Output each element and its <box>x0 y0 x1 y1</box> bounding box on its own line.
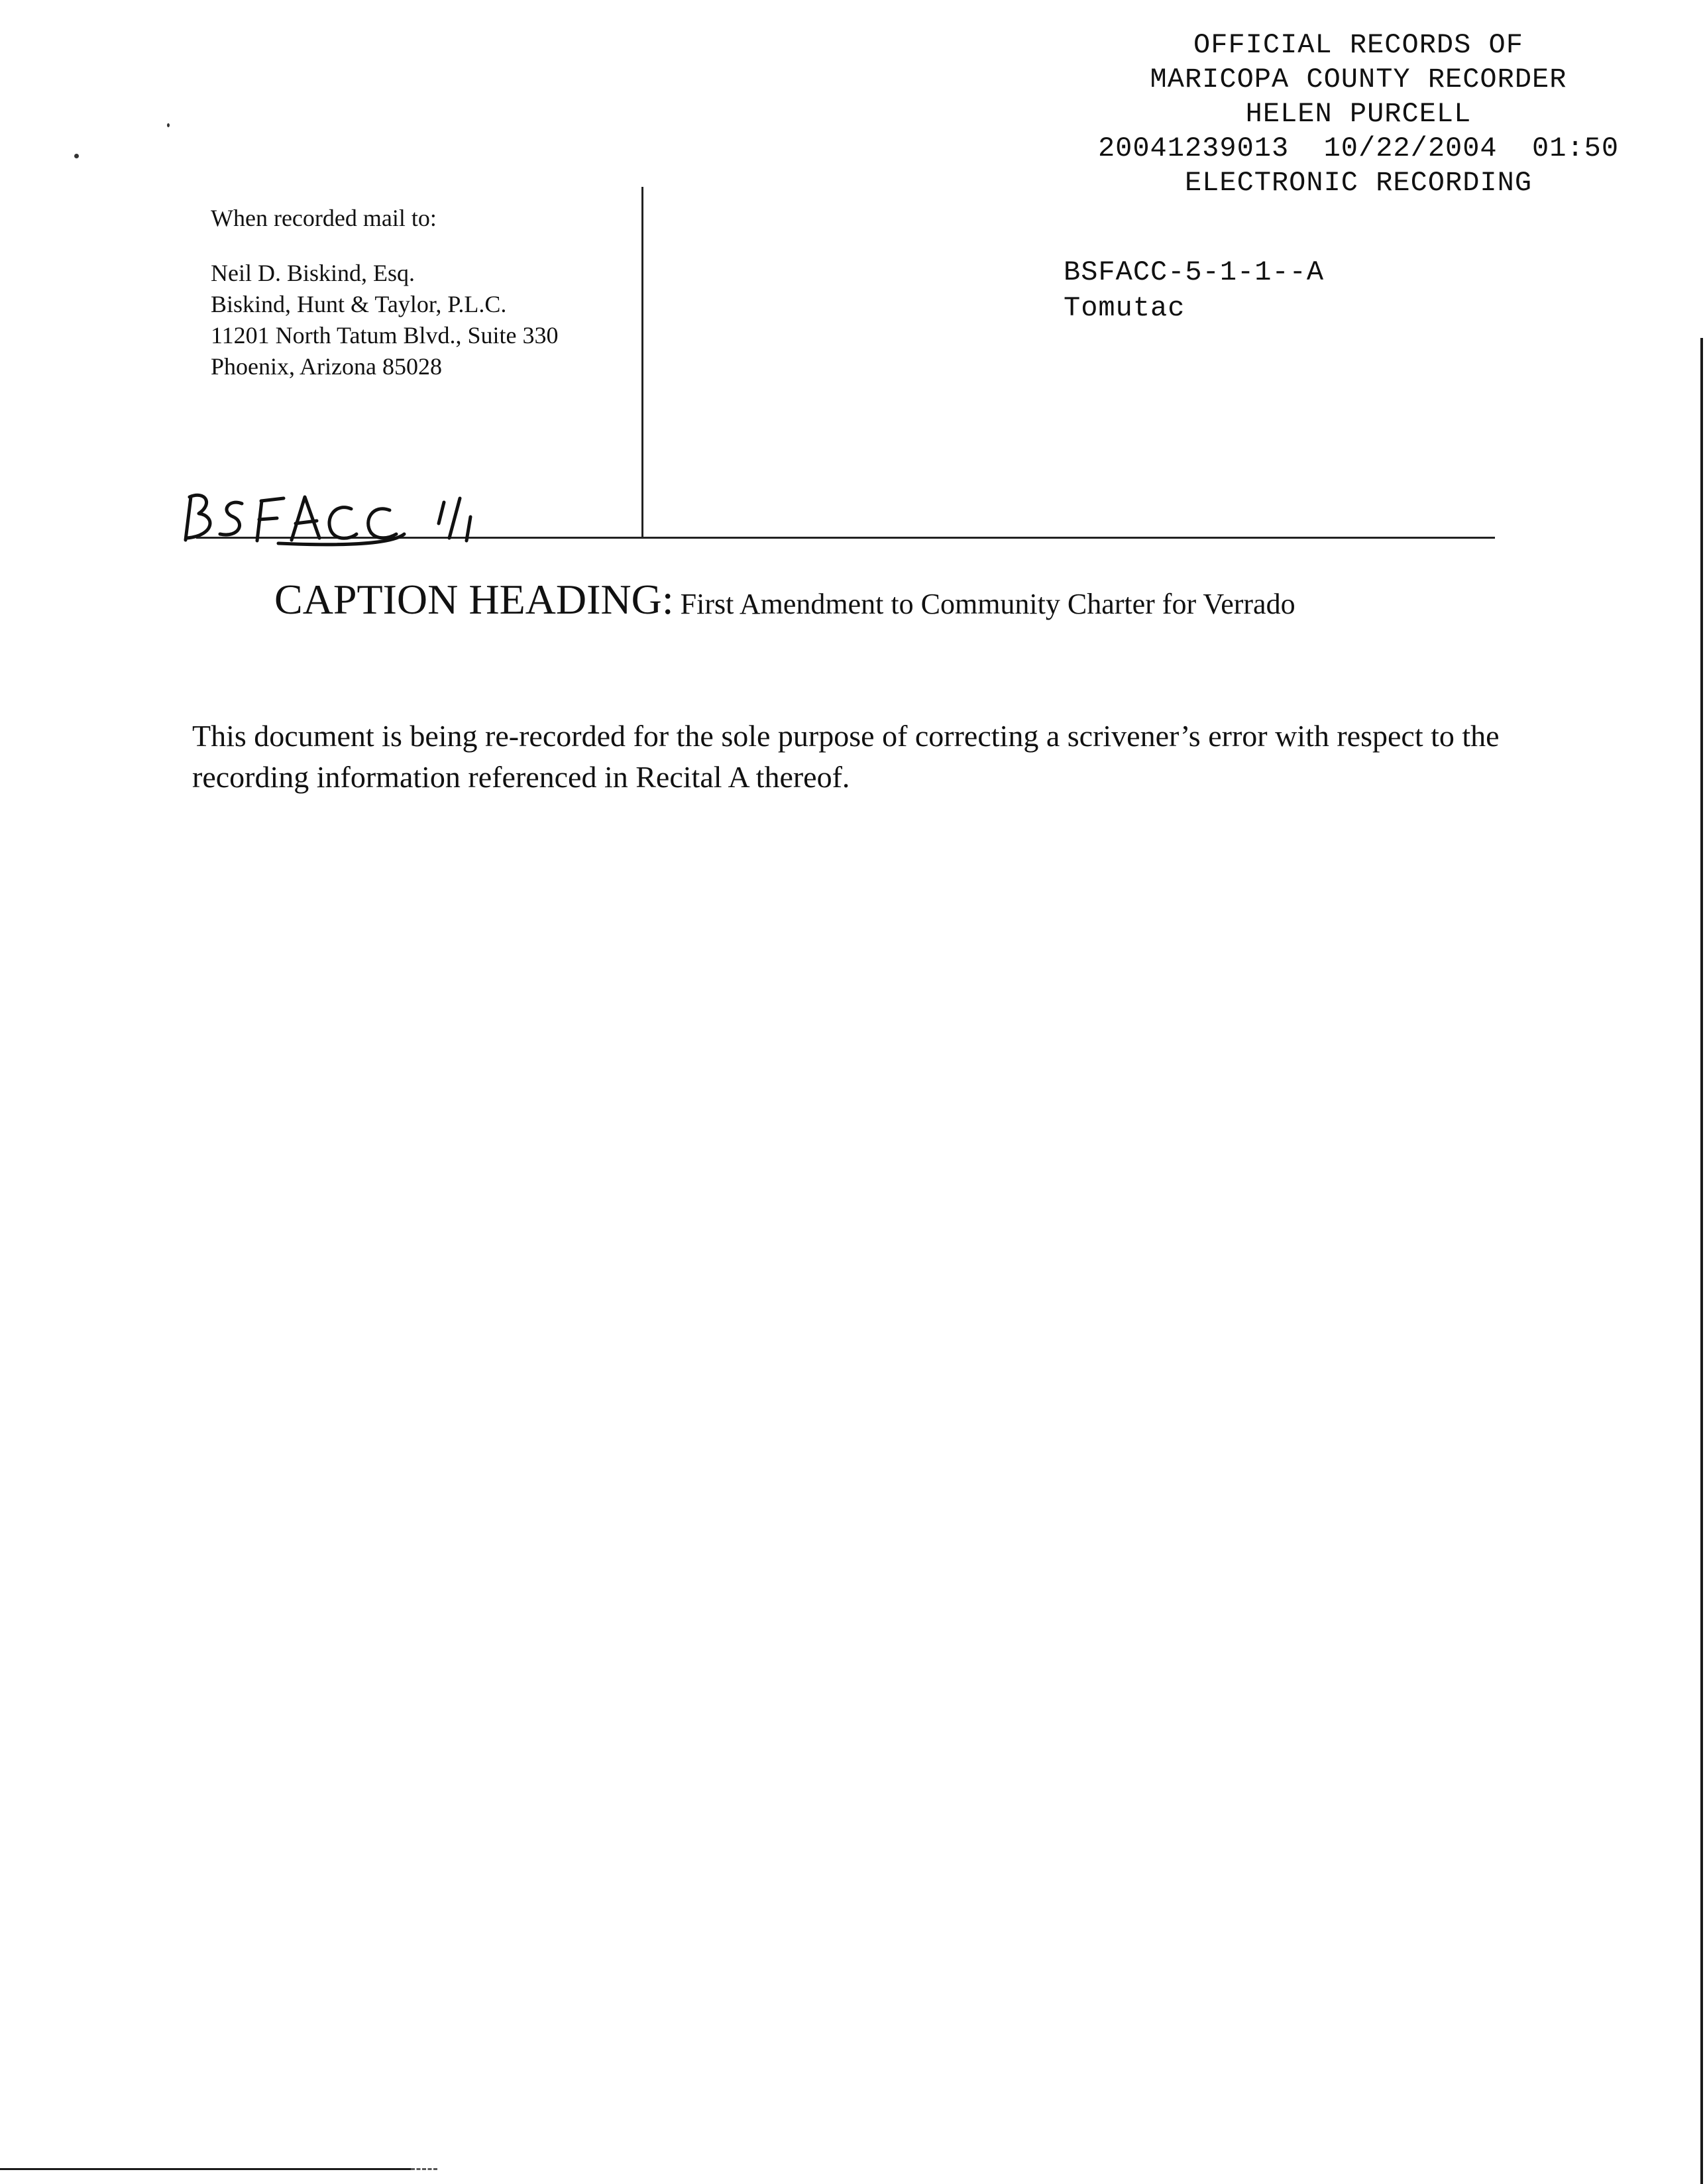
stamp-line-5: ELECTRONIC RECORDING <box>1184 167 1533 199</box>
caption-heading <box>274 575 1533 624</box>
address-line-3: 11201 North Tatum Blvd., Suite 330 <box>211 322 559 349</box>
stamp-line-4: 20041239013 10/22/2004 01:50 <box>1097 133 1620 164</box>
address-line-2: Biskind, Hunt & Taylor, P.L.C. <box>211 291 507 317</box>
scan-edge-bottom-dashed <box>411 2168 437 2172</box>
stamp-reference-code: BSFACC-5-1-1--A <box>1064 256 1325 288</box>
stamp-line-1: OFFICIAL RECORDS OF <box>1193 29 1523 61</box>
caption-label: CAPTION HEADING: <box>274 576 674 623</box>
stamp-reference-name: Tomutac <box>1064 292 1185 324</box>
scan-speck <box>74 154 79 158</box>
stamp-line-3: HELEN PURCELL <box>1245 98 1472 130</box>
mailing-label: When recorded mail to: <box>211 205 437 231</box>
recorder-stamp <box>1047 28 1670 200</box>
scan-speck <box>167 123 170 127</box>
handwritten-note-text: BSFACC 1/1 <box>179 477 183 478</box>
scan-edge-bottom <box>0 2168 411 2170</box>
caption-title: First Amendment to Community Charter for Verrado <box>680 588 1295 620</box>
scan-edge-right <box>1700 338 1703 2184</box>
body-paragraph: This document is being re-recorded for the sole purpose of correcting a scrivener’s error with respect to the recording information referenced in Recital A thereof. <box>192 719 1500 794</box>
address-box-vertical-divider <box>641 187 643 538</box>
mailing-address-block <box>211 203 635 382</box>
address-line-1: Neil D. Biskind, Esq. <box>211 260 415 286</box>
handwritten-note <box>179 477 523 550</box>
stamp-reference <box>1064 254 1324 326</box>
stamp-line-2: MARICOPA COUNTY RECORDER <box>1150 64 1567 95</box>
address-line-4: Phoenix, Arizona 85028 <box>211 353 442 380</box>
